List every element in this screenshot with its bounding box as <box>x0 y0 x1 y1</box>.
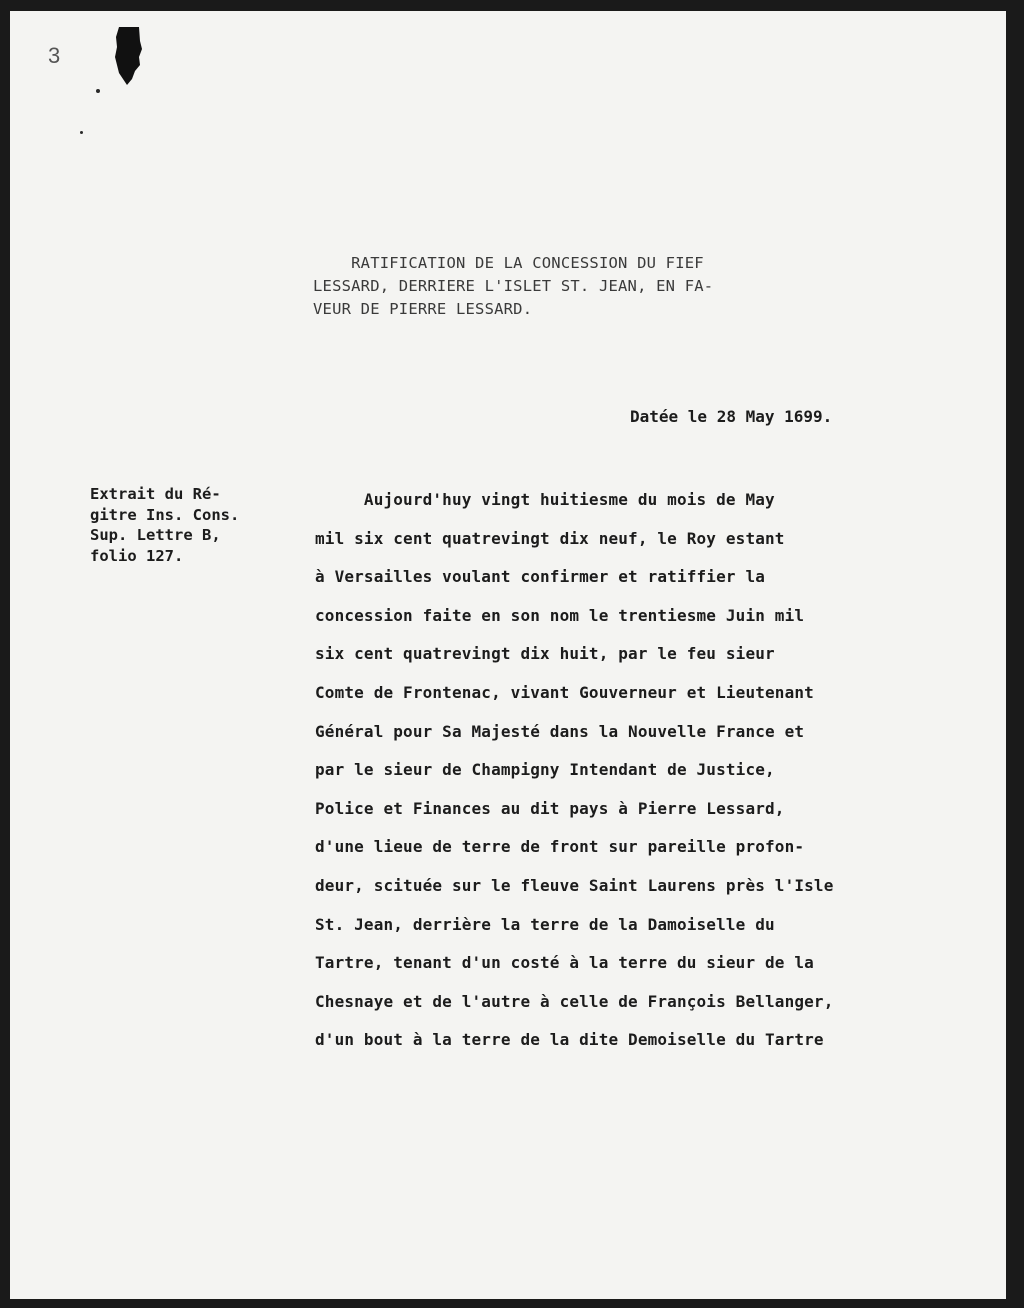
body-text <box>315 481 834 1060</box>
margin-note <box>90 484 239 566</box>
document-title <box>313 252 873 321</box>
body-line: par le sieur de Champigny Intendant de Justice, <box>315 760 775 780</box>
body-line: Comte de Frontenac, vivant Gouverneur et Lieutenant <box>315 682 814 702</box>
ink-speck <box>96 89 100 93</box>
margin-note-line: Sup. Lettre B, <box>90 526 221 544</box>
body-line: Tartre, tenant d'un costé à la terre du sieur de la <box>315 953 814 973</box>
margin-note-line: gitre Ins. Cons. <box>90 505 240 524</box>
body-line: mil six cent quatrevingt dix neuf, le Roy estant <box>315 528 785 548</box>
title-line: RATIFICATION DE LA CONCESSION DU FIEF <box>313 254 704 272</box>
document-page <box>10 11 1006 1299</box>
body-line: six cent quatrevingt dix huit, par le feu sieur <box>315 644 775 664</box>
body-line: deur, scituée sur le fleuve Saint Laurens près l'Isle <box>315 875 834 895</box>
page-number: 3 <box>48 43 61 68</box>
body-line: d'une lieue de terre de front sur pareille profon- <box>315 837 805 857</box>
margin-note-line: Extrait du Ré- <box>90 485 221 503</box>
margin-note-line: folio 127. <box>90 546 184 565</box>
body-line: à Versailles voulant confirmer et ratiffier la <box>315 567 766 587</box>
body-line: Chesnaye et de l'autre à celle de François Bellanger, <box>315 991 834 1011</box>
document-date: Datée le 28 May 1699. <box>630 407 833 426</box>
body-line: St. Jean, derrière la terre de la Damoiselle du <box>315 914 775 934</box>
title-line: VEUR DE PIERRE LESSARD. <box>313 300 533 318</box>
ink-blot <box>113 27 143 85</box>
body-line: concession faite en son nom le trentiesme Juin mil <box>315 605 805 625</box>
body-line: Police et Finances au dit pays à Pierre Lessard, <box>315 798 785 818</box>
body-line: Général pour Sa Majesté dans la Nouvelle France et <box>315 721 805 741</box>
body-line: Aujourd'huy vingt huitiesme du mois de May <box>315 490 775 509</box>
body-line: d'un bout à la terre de la dite Demoiselle du Tartre <box>315 1030 824 1050</box>
ink-speck <box>80 131 83 134</box>
title-line: LESSARD, DERRIERE L'ISLET ST. JEAN, EN FA- <box>313 277 714 295</box>
